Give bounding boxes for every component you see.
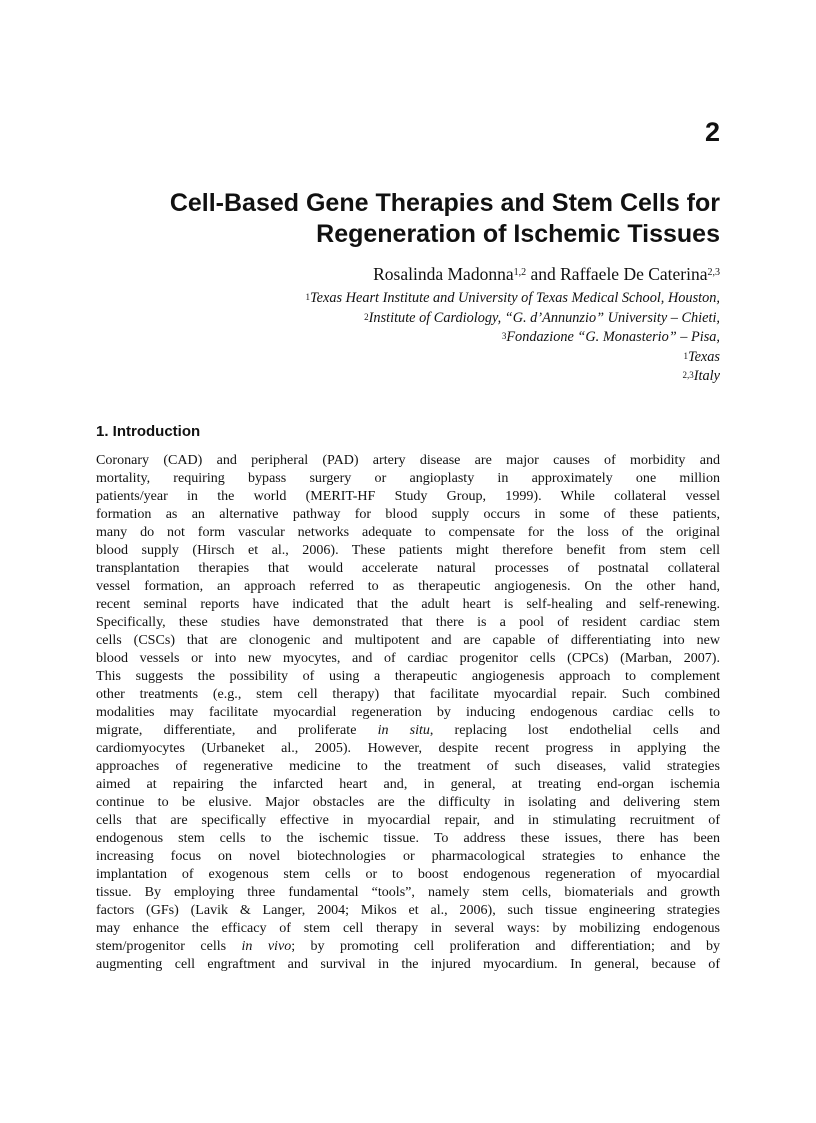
paragraph-line: Coronary (CAD) and peripheral (PAD) artery disease are major causes of morbidity and xyxy=(96,452,720,468)
affiliation-line xyxy=(306,309,720,329)
author-name: Rosalinda Madonna xyxy=(373,264,514,284)
paragraph-line: cells that are specifically effective in myocardial repair, and in stimulating recruitment of xyxy=(96,812,720,829)
paragraph-line: stem/progenitor cells in vivo; by promoting cell proliferation and differentiation; and by xyxy=(96,938,721,955)
author-list xyxy=(373,263,720,285)
paragraph-line: increasing focus on novel biotechnologies or pharmacological strategies to enhance the xyxy=(96,848,720,865)
author-affiliation-marker: 2,3 xyxy=(707,267,720,278)
paragraph-line: formation as an alternative pathway for blood supply occurs in some of these patients, xyxy=(96,506,720,523)
chapter-title-line-1: Cell-Based Gene Therapies and Stem Cells for xyxy=(169,189,720,217)
section-heading: 1. Introduction xyxy=(96,423,201,440)
affiliation-marker: 2 xyxy=(364,311,369,322)
affiliation-line xyxy=(306,328,720,348)
affiliation-marker: 1 xyxy=(305,292,311,302)
affiliation-line xyxy=(306,289,720,309)
body-paragraph xyxy=(96,451,720,973)
author-name: Raffaele De Caterina xyxy=(560,264,708,284)
affiliation-line xyxy=(306,348,720,368)
paragraph-line: tissue. By employing three fundamental “tools”, namely stem cells, biomaterials and growth xyxy=(96,884,720,901)
paragraph-line: vessel formation, an approach referred to as therapeutic angiogenesis. On the other hand, xyxy=(96,578,720,595)
paragraph-line: cardiomyocytes (Urbaneket al., 2005). However, despite recent progress in applying the xyxy=(96,740,720,757)
paragraph-line: other treatments (e.g., stem cell therapy) that facilitate myocardial repair. Such combined xyxy=(96,686,720,703)
paragraph-line: blood vessels or into new myocytes, and of cardiac progenitor cells (CPCs) (Marban, 2007). xyxy=(96,650,720,667)
author-conjunction: and xyxy=(526,264,561,284)
chapter-title-line-2: Regeneration of Ischemic Tissues xyxy=(316,220,720,248)
paragraph-line: factors (GFs) (Lavik & Langer, 2004; Mikos et al., 2006), such tissue engineering strategies xyxy=(96,902,720,919)
paragraph-line: many do not form vascular networks adequate to compensate for the loss of the original xyxy=(96,524,720,541)
paragraph-line: blood supply (Hirsch et al., 2006). These patients might therefore benefit from stem cell xyxy=(96,542,720,559)
paragraph-line: augmenting cell engraftment and survival in the injured myocardium. In general, because of xyxy=(96,956,720,973)
paragraph-line: Specifically, these studies have demonstrated that there is a pool of resident cardiac stem xyxy=(96,614,720,631)
paragraph-line: transplantation therapies that would accelerate natural processes of postnatal collateral xyxy=(96,560,720,577)
affiliation-text: Italy xyxy=(693,368,720,384)
affiliation-text: Texas Heart Institute and University of Texas Medical School, Houston, xyxy=(310,290,720,306)
chapter-number: 2 xyxy=(704,117,720,147)
paragraph-line: This suggests the possibility of using a therapeutic angiogenesis approach to complement xyxy=(96,668,720,685)
affiliation-marker: 1 xyxy=(683,350,688,361)
paragraph-line: approaches of regenerative medicine to the treatment of such diseases, valid strategies xyxy=(96,758,720,775)
paragraph-line: implantation of exogenous stem cells or to boost endogenous regeneration of myocardial xyxy=(96,866,720,883)
affiliation-marker: 2,3 xyxy=(682,370,694,380)
paragraph-line: cells (CSCs) that are clonogenic and multipotent and are capable of differentiating into new xyxy=(96,632,720,649)
affiliation-text: Fondazione “G. Monasterio” – Pisa, xyxy=(506,329,720,345)
author-affiliation-marker: 1,2 xyxy=(513,267,527,278)
paragraph-line: recent seminal reports have indicated that the adult heart is self-healing and self-renewing. xyxy=(96,596,720,613)
affiliation-marker: 3 xyxy=(501,331,507,341)
affiliation-list xyxy=(306,289,720,387)
paragraph-line: patients/year in the world (MERIT-HF Study Group, 1999). While collateral vessel xyxy=(96,488,720,505)
document-page xyxy=(96,0,720,1123)
paragraph-line: modalities may facilitate myocardial regeneration by inducing endogenous cardiac cells to xyxy=(96,704,720,721)
paragraph-line: may enhance the efficacy of stem cell therapy in several ways: by mobilizing endogenous xyxy=(96,920,720,937)
paragraph-line: continue to be elusive. Major obstacles are the difficulty in isolating and delivering stem xyxy=(96,794,720,811)
paragraph-line: migrate, differentiate, and proliferate in situ, replacing lost endothelial cells and xyxy=(96,722,720,739)
affiliation-text: Institute of Cardiology, “G. d’Annunzio” University – Chieti, xyxy=(368,309,720,326)
paragraph-line: aimed at repairing the infarcted heart and, in general, at treating end-organ ischemia xyxy=(96,776,720,793)
paragraph-line: endogenous stem cells to the ischemic tissue. To address these issues, there has been xyxy=(96,830,720,847)
affiliation-line xyxy=(306,367,720,387)
chapter-title xyxy=(96,188,720,250)
paragraph-line: mortality, requiring bypass surgery or angioplasty in approximately one million xyxy=(96,470,720,487)
affiliation-text: Texas xyxy=(687,348,720,365)
